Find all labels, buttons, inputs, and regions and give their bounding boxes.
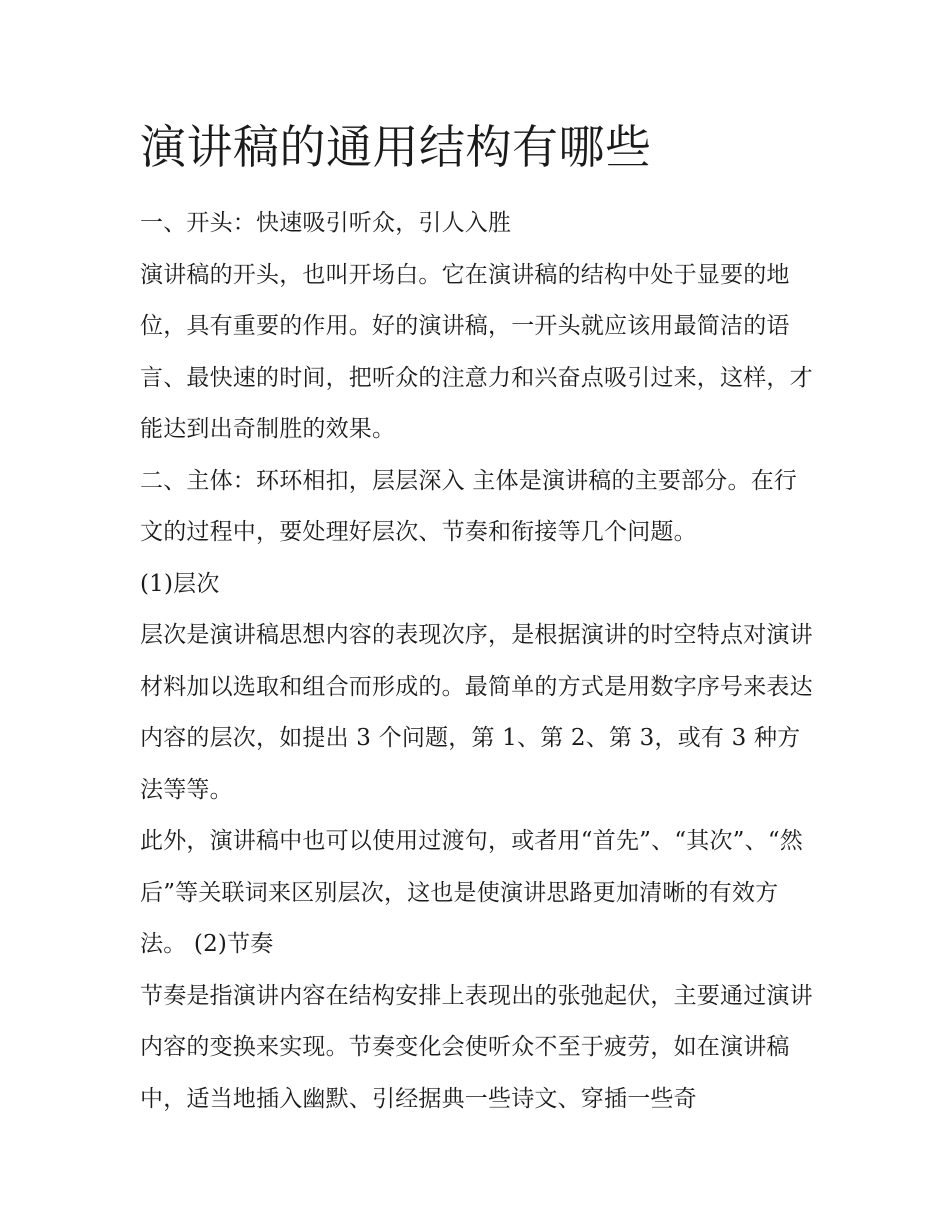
paragraph-levels-description: 层次是演讲稿思想内容的表现次序，是根据演讲的时空特点对演讲材料加以选取和组合而形成的。最简单的方式是用数字序号来表达内容的层次，如提出 3 个问题，第 1、第 2、第 3，或有 3 种方法等等。 bbox=[140, 622, 813, 803]
paragraph-transitions: 此外，演讲稿中也可以使用过渡句，或者用“首先”、“其次”、“然后”等关联词来区别层次，这也是使演讲思路更加清晰的有效方法。 (2)节奏 bbox=[140, 828, 803, 957]
section-heading-opening: 一、开头：快速吸引听众，引人入胜 bbox=[140, 210, 512, 236]
section-heading-body: 二、主体：环环相扣，层层深入 主体是演讲稿的主要部分。在行文的过程中，要处理好层次、节奏和衔接等几个问题。 bbox=[140, 467, 798, 545]
subsection-heading-levels: (1)层次 bbox=[140, 570, 220, 597]
paragraph-rhythm-description: 节奏是指演讲内容在结构安排上表现出的张弛起伏，主要通过演讲内容的变换来实现。节奏变化会使听众不至于疲劳，如在演讲稿中，适当地插入幽默、引经据典一些诗文、穿插一些奇 bbox=[140, 982, 813, 1112]
document-body bbox=[140, 112, 820, 1125]
paragraph-opening-description: 演讲稿的开头，也叫开场白。它在演讲稿的结构中处于显要的地位，具有重要的作用。好的演讲稿，一开头就应该用最简洁的语言、最快速的时间，把听众的注意力和兴奋点吸引过来，这样，才能达到出奇制胜的效果。 bbox=[140, 261, 813, 442]
document-title: 演讲稿的通用结构有哪些 bbox=[140, 120, 652, 174]
